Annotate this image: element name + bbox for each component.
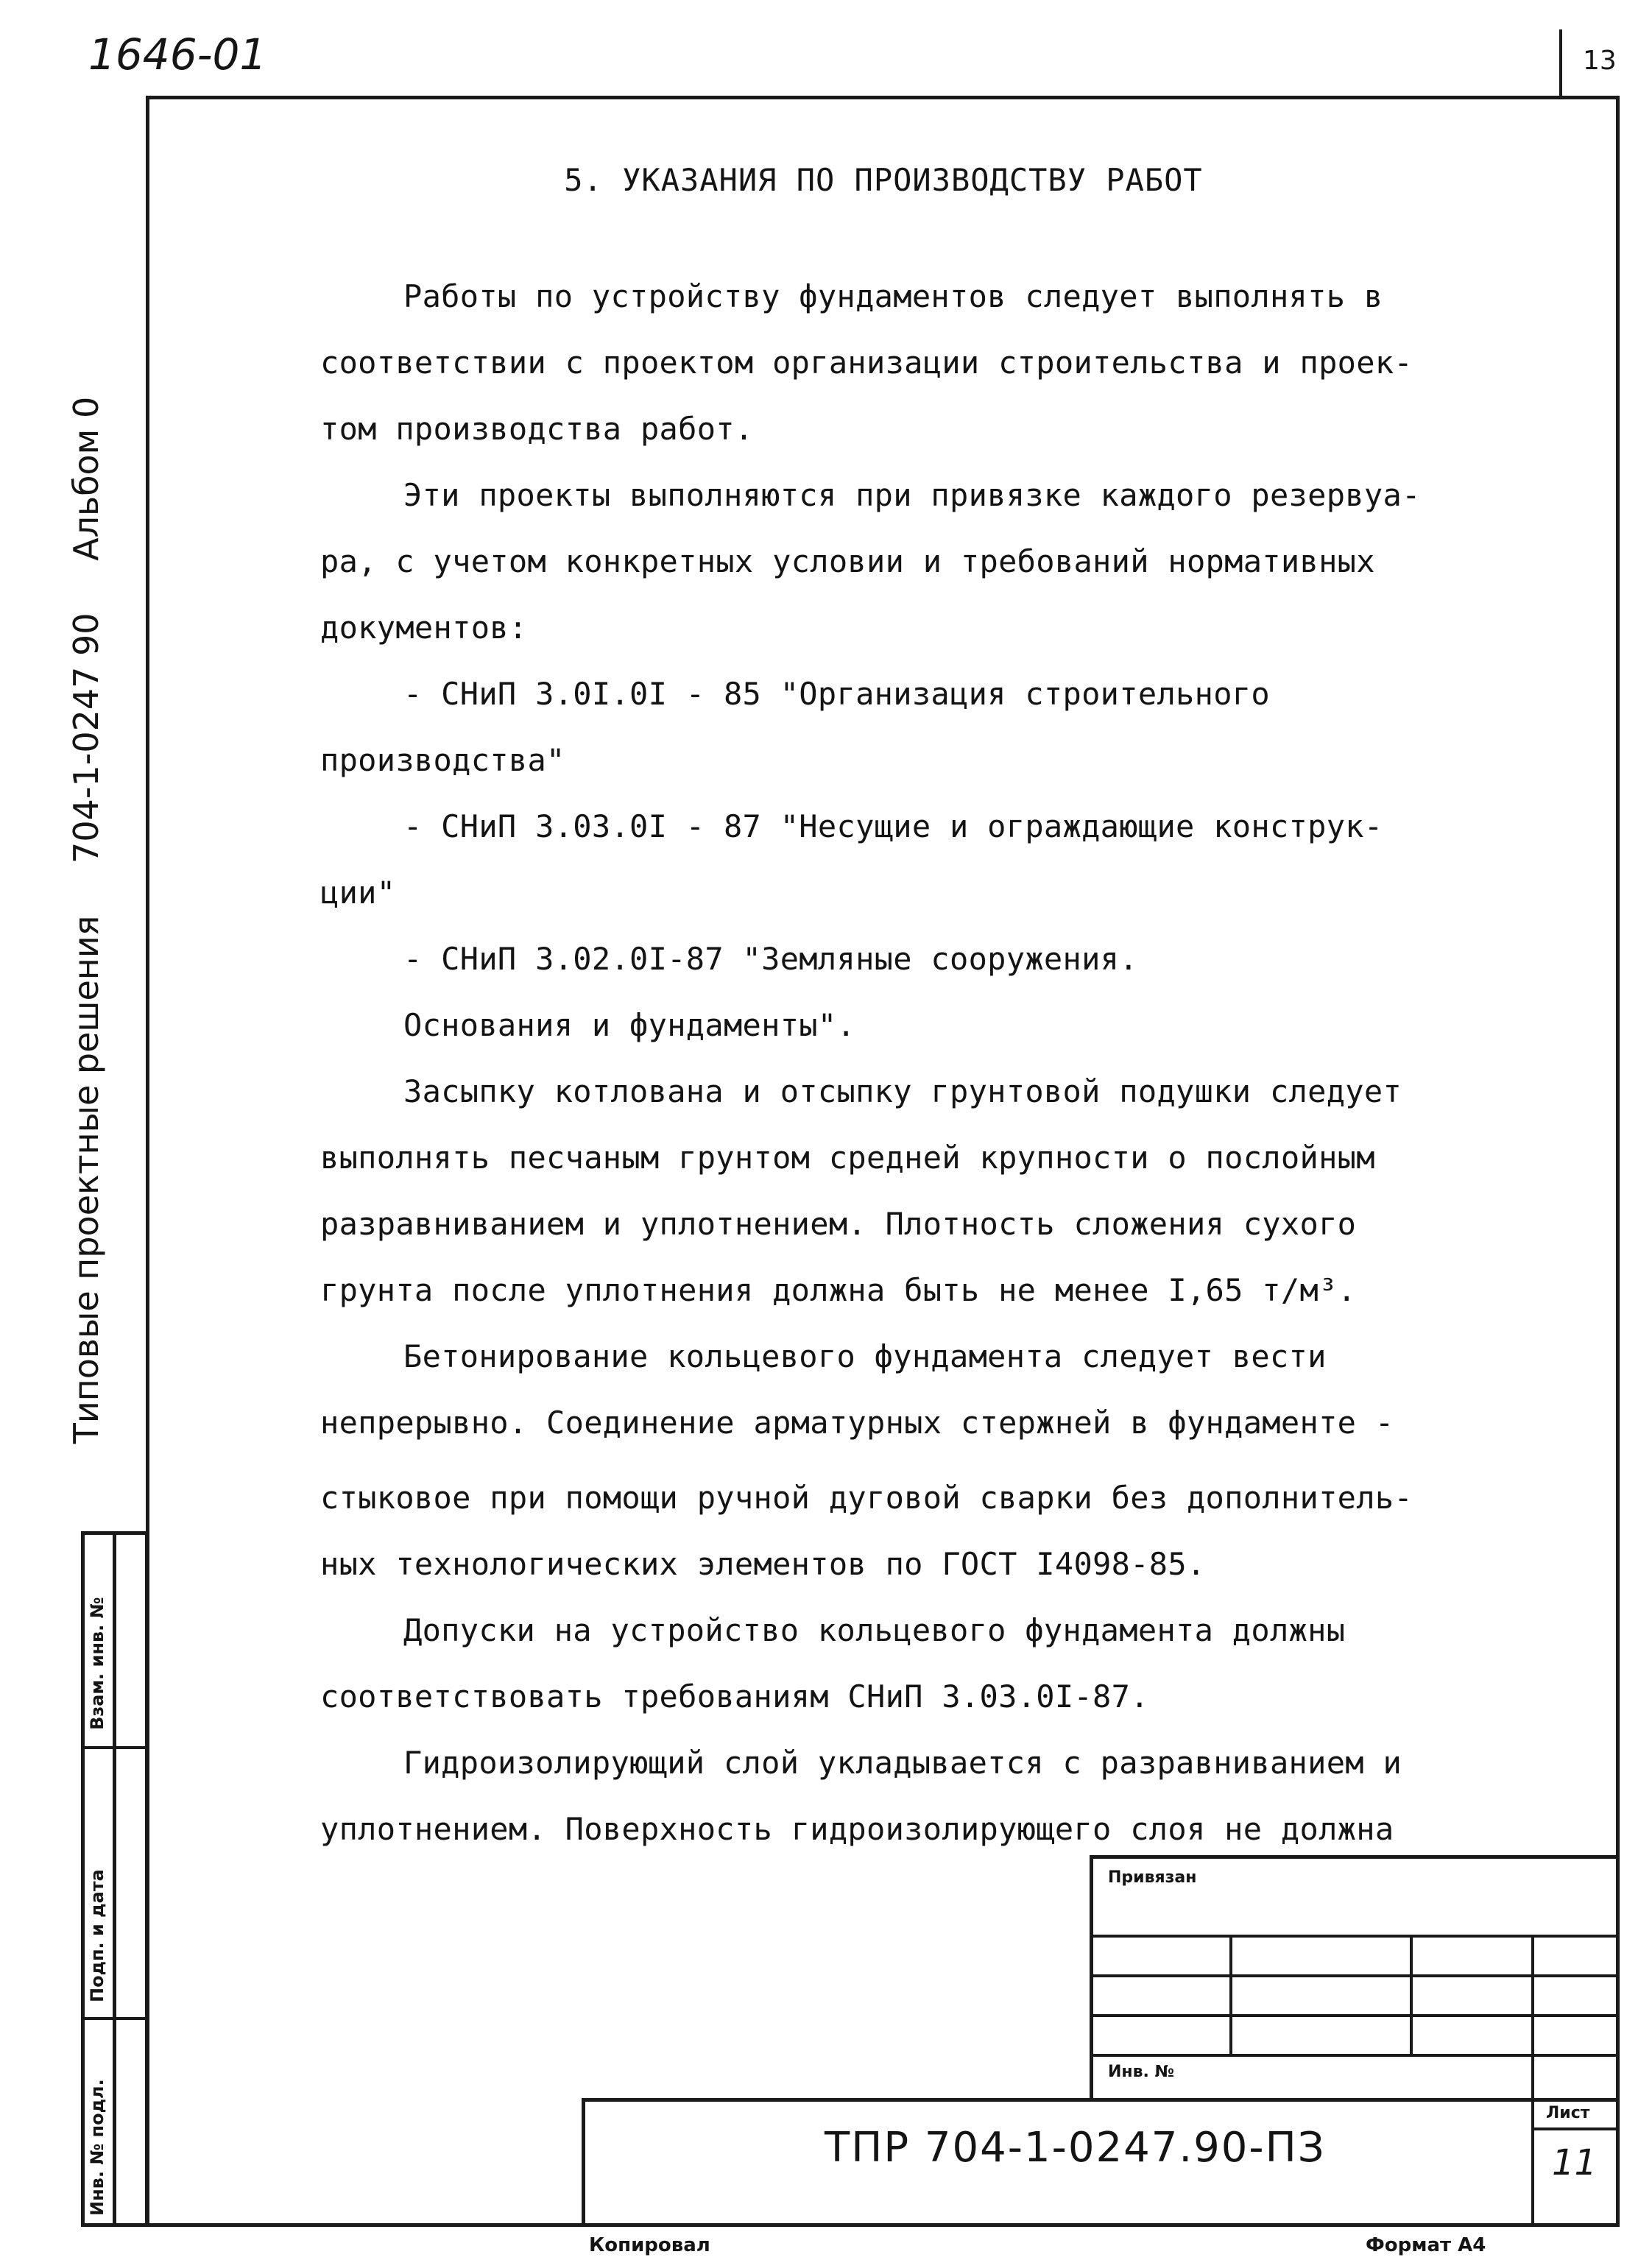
stamp-inv-no-label: Инв. № <box>1108 2063 1175 2081</box>
stamp-row-line-3 <box>1090 2014 1618 2017</box>
text-line-10: ции" <box>320 875 396 911</box>
text-line-15: разравниванием и уплотнением. Плотность сложения сухого <box>320 1206 1357 1242</box>
side-title-part1: Типовые проектные решения <box>66 915 106 1444</box>
text-line-01: Работы по устройству фундаментов следует выполнять в <box>403 278 1383 314</box>
stamp-row-line-2 <box>1090 1974 1618 1977</box>
document-code: ТПР 704-1-0247.90-ПЗ <box>825 2124 1326 2172</box>
cell-sign-date-label: Подп. и дата <box>87 1869 107 2002</box>
stamp-col-line-1 <box>1229 1935 1232 2057</box>
text-line-23: Гидроизолирующий слой укладывается с разравниванием и <box>403 1745 1402 1781</box>
format-label: Формат А4 <box>1366 2234 1486 2256</box>
stamp-sheet-label: Лист <box>1546 2104 1590 2122</box>
text-line-24: уплотнением. Поверхность гидроизолирующего слоя не должна <box>320 1811 1394 1847</box>
stamp-sheet-number: 11 <box>1552 2142 1598 2183</box>
top-right-tick <box>1559 29 1562 97</box>
text-line-14: выполнять песчаным грунтом средней крупности о послойным <box>320 1140 1375 1176</box>
text-line-17: Бетонирование кольцевого фундамента следует вести <box>403 1338 1327 1374</box>
side-title-part2: 704-1-0247 90 <box>66 612 106 864</box>
text-line-22: соответствовать требованиям СНиП 3.03.0I-87. <box>320 1678 1149 1715</box>
stamp-row-line-4 <box>1090 2054 1618 2057</box>
handwritten-doc-number: 1646-01 <box>88 29 267 80</box>
cell-swap-inv-label: Взам. инв. № <box>87 1597 107 1730</box>
text-line-16: грунта после уплотнения должна быть не менее I,65 т/м³. <box>320 1272 1357 1308</box>
text-line-04: Эти проекты выполняются при привязке каждого резервуа- <box>403 477 1421 513</box>
left-stamp-divider-2 <box>81 2017 147 2020</box>
text-line-08: производства" <box>320 742 565 778</box>
text-line-21: Допуски на устройство кольцевого фундамента должны <box>403 1612 1346 1648</box>
stamp-sheet-divider <box>1531 2098 1534 2227</box>
stamp-sheet-row-line <box>1531 2127 1618 2130</box>
cell-inv-orig-label: Инв. № подл. <box>87 2079 107 2216</box>
text-line-06: документов: <box>320 610 528 646</box>
text-line-19: стыковое при помощи ручной дуговой сварки без дополнитель- <box>320 1480 1413 1516</box>
text-line-13: Засыпку котлована и отсыпку грунтовой подушки следует <box>403 1073 1402 1109</box>
section-heading: 5. УКАЗАНИЯ ПО ПРОИЗВОДСТВУ РАБОТ <box>564 162 1203 198</box>
text-line-03: том производства работ. <box>320 411 754 447</box>
side-title <box>66 294 125 1546</box>
text-line-07: - СНиП 3.0I.0I - 85 "Организация строительного <box>403 676 1270 712</box>
stamp-row-line-1 <box>1090 1935 1618 1938</box>
left-stamp-divider-1 <box>81 1746 147 1749</box>
stamp-col-line-3 <box>1531 1935 1534 2102</box>
copied-label: Копировал <box>589 2234 710 2256</box>
handwritten-sheet-corner: 13 <box>1583 46 1617 76</box>
text-line-11: - СНиП 3.02.0I-87 "Земляные сооружения. <box>403 941 1138 977</box>
text-line-02: соответствии с проектом организации строительства и проек- <box>320 345 1413 381</box>
text-line-18: непрерывно. Соединение арматурных стержней в фундаменте - <box>320 1405 1394 1441</box>
text-line-20: ных технологических элементов по ГОСТ I4098-85. <box>320 1546 1206 1582</box>
stamp-attached-label: Привязан <box>1108 1868 1197 1887</box>
stamp-col-line-2 <box>1410 1935 1413 2057</box>
text-line-12: Основания и фундаменты". <box>403 1007 856 1043</box>
text-line-09: - СНиП 3.03.0I - 87 "Несущие и ограждающие конструк- <box>403 808 1383 844</box>
text-line-05: ра, с учетом конкретных условии и требований нормативных <box>320 543 1375 579</box>
side-title-part3: Альбом 0 <box>66 396 106 561</box>
